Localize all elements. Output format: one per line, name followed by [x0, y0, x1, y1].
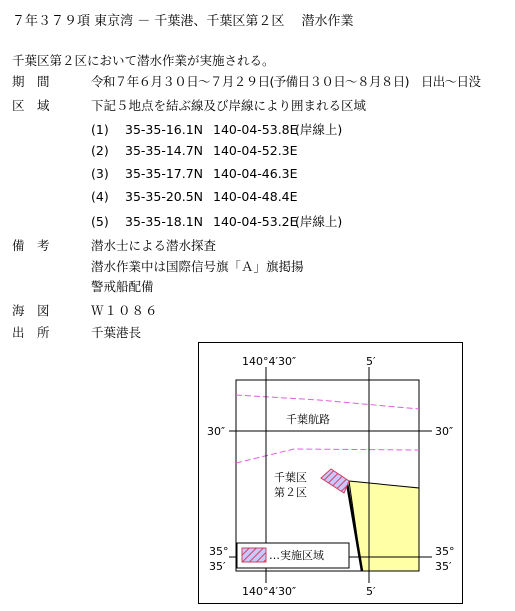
- notice-intro: 千葉区第２区において潜水作業が実施される。: [12, 53, 275, 68]
- lat-label-bottom-left-min: 35′: [209, 560, 226, 573]
- point-latitude: 35-35-14.7N: [125, 143, 204, 158]
- lon-label-bottom-right: 5′: [366, 585, 376, 598]
- map-frame: [198, 342, 463, 604]
- map-svg: [199, 343, 462, 603]
- lon-label-top-left: 140°4′30″: [242, 355, 297, 368]
- area-point: [91, 166, 298, 181]
- area-point: [91, 120, 342, 138]
- point-longitude: 140-04-46.3E: [213, 166, 298, 181]
- lat-label-bottom-right-min: 35′: [435, 560, 452, 573]
- period-label: 期 間: [12, 74, 50, 89]
- remarks-label: 備 考: [12, 238, 50, 253]
- legend-swatch: [242, 548, 266, 562]
- source-value: 千葉港長: [91, 325, 142, 340]
- lat-label-mid-right: 30″: [435, 425, 454, 438]
- channel-boundary-north: [236, 395, 419, 409]
- period-value: 令和７年６月３０日～７月２９日(予備日３０日～８月８日) 日出～日没: [91, 74, 481, 89]
- notice-title: ７年３７９項 東京湾 － 千葉港、千葉区第２区 潜水作業: [12, 14, 354, 29]
- chart-value: Ｗ１０８６: [91, 303, 159, 318]
- chart-label: 海 図: [12, 303, 50, 318]
- lon-label-bottom-left: 140°4′30″: [242, 585, 297, 598]
- point-number: (3): [91, 166, 109, 181]
- point-longitude: 140-04-53.8E: [213, 122, 298, 137]
- point-note: (岸線上): [295, 122, 343, 137]
- point-number: (4): [91, 189, 109, 204]
- lat-label-mid-left: 30″: [207, 425, 226, 438]
- area-point: [91, 143, 298, 158]
- lat-label-bottom-right-deg: 35°: [435, 545, 455, 558]
- channel-boundary-south: [236, 449, 419, 463]
- point-number: (1): [91, 122, 109, 137]
- point-number: (2): [91, 143, 109, 158]
- remarks-line: 潜水士による潜水探査: [91, 238, 217, 253]
- point-longitude: 140-04-48.4E: [213, 189, 298, 204]
- remarks-line: 警戒船配備: [91, 279, 154, 294]
- area-label: 区 域: [12, 98, 50, 113]
- point-latitude: 35-35-18.1N: [125, 214, 204, 229]
- remarks-line: 潜水作業中は国際信号旗「Ａ」旗掲揚: [91, 259, 304, 274]
- point-latitude: 35-35-17.7N: [125, 166, 204, 181]
- lon-label-top-right: 5′: [366, 355, 376, 368]
- area-value: 下記５地点を結ぶ線及び岸線により囲まれる区域: [91, 98, 367, 113]
- point-longitude: 140-04-53.2E: [213, 214, 298, 229]
- point-longitude: 140-04-52.3E: [213, 143, 298, 158]
- district-label: 第２区: [274, 486, 307, 499]
- source-label: 出 所: [12, 325, 50, 340]
- point-note: (岸線上): [295, 214, 343, 229]
- point-latitude: 35-35-16.1N: [125, 122, 204, 137]
- legend-label: …実施区域: [269, 549, 324, 562]
- area-point: [91, 189, 298, 204]
- point-number: (5): [91, 214, 109, 229]
- channel-label: 千葉航路: [286, 413, 330, 426]
- district-label: 千葉区: [274, 471, 307, 484]
- work-area: [321, 469, 349, 493]
- lat-label-bottom-left-deg: 35°: [209, 545, 229, 558]
- area-point: [91, 212, 342, 230]
- point-latitude: 35-35-20.5N: [125, 189, 204, 204]
